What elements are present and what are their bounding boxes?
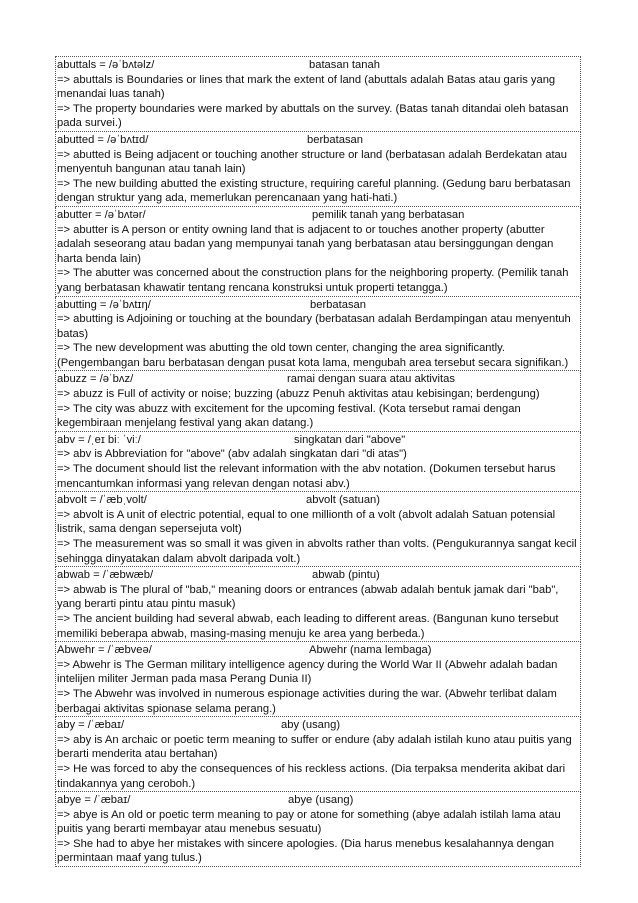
- entry-gloss: batasan tanah: [309, 59, 380, 71]
- entry-gloss: singkatan dari "above": [294, 433, 406, 446]
- entry-example: => The property boundaries were marked by abuttals on the survey. (Batas tanah ditandai oleh batasan pada survei.): [57, 102, 569, 130]
- entry-term: Abwehr = /ˈæbveə/: [57, 644, 152, 657]
- entry-example: => The city was abuzz with excitement for the upcoming festival. (Kota tersebut ramai dengan kegembiraan menjelang festival yang akan datang.): [57, 402, 521, 430]
- entry-abvolt: [55, 492, 581, 567]
- entry-abutted: [55, 132, 581, 207]
- entry-term: abv = /ˌeɪ biː ˈviː/: [57, 433, 141, 446]
- entry-abutter: [55, 207, 581, 297]
- entry-head: [57, 568, 579, 583]
- entry-abye: [55, 792, 581, 867]
- entry-example: => The abutter was concerned about the construction plans for the neighboring property. (Pemilik tanah yang berbatasan khawatir tentang rencana konstruksi untuk properti tetangga.): [57, 267, 569, 294]
- entry-term: abuzz = /əˈbʌz/: [57, 373, 134, 386]
- entry-term: abuttals = /əˈbʌtəlz/: [57, 59, 155, 71]
- entry-term: abwab = /ˈæbwæb/: [57, 569, 154, 582]
- entry-definition: => abuttals is Boundaries or lines that mark the extent of land (abuttals adalah Batas atau garis yang menandai luas tanah): [57, 73, 556, 101]
- entry-abutting: [55, 297, 581, 372]
- entry-gloss: abye (usang): [288, 794, 354, 807]
- entry-head: [57, 133, 579, 148]
- entry-example: => He was forced to aby the consequences of his reckless actions. (Dia terpaksa menderita akibat dari tindakannya yang ceroboh.): [57, 762, 566, 790]
- entry-example: => The new development was abutting the old town center, changing the area significantly. (Pengembangan baru berbatasan dengan pusat kota lama, mengubah area tersebut secara signifikan.): [57, 342, 569, 369]
- entry-example: => The measurement was so small it was given in abvolts rather than volts. (Pengukurannya sangat kecil sehingga dinyatakan dalam abvolt daripada volt.): [57, 538, 577, 565]
- entry-head: [57, 58, 579, 73]
- entry-gloss: ramai dengan suara atau aktivitas: [287, 373, 455, 386]
- entry-term: aby = /ˈæbaɪ/: [57, 719, 125, 732]
- entry-gloss: berbatasan: [307, 133, 363, 146]
- entry-gloss: Abwehr (nama lembaga): [309, 644, 432, 657]
- entry-definition: => abvolt is A unit of electric potential, equal to one millionth of a volt (abvolt adalah Satuan potensial listrik, sama dengan sepersejuta volt): [57, 508, 556, 536]
- entry-head: [57, 433, 579, 448]
- entry-gloss: abvolt (satuan): [306, 494, 381, 507]
- entry-head: [57, 208, 579, 223]
- entry-term: abutted = /əˈbʌtɪd/: [57, 133, 149, 146]
- entry-gloss: pemilik tanah yang berbatasan: [312, 208, 465, 221]
- entry-abuttals: [55, 56, 581, 132]
- entry-head: [57, 298, 579, 313]
- entry-example: => She had to abye her mistakes with sincere apologies. (Dia harus menebus kesalahannya dengan permintaan maaf yang tulus.): [57, 837, 554, 865]
- entry-abv: [55, 432, 581, 492]
- entry-gloss: berbatasan: [310, 298, 366, 311]
- entry-abwab: [55, 567, 581, 642]
- entry-abuzz: [55, 371, 581, 431]
- entry-example: => The new building abutted the existing structure, requiring careful planning. (Gedung baru berbatasan dengan struktur yang ada, memerlukan perencanaan yang hati-hati.): [57, 177, 571, 205]
- entry-head: [57, 718, 579, 733]
- entry-gloss: abwab (pintu): [312, 569, 380, 582]
- entry-aby: [55, 717, 581, 792]
- entry-abwehr: [55, 642, 581, 717]
- entry-head: [57, 643, 579, 658]
- entry-head: [57, 493, 579, 508]
- entry-term: abutter = /əˈbʌtər/: [57, 208, 146, 221]
- entry-definition: => abuzz is Full of activity or noise; buzzing (abuzz Penuh aktivitas atau kebisingan; berdengung): [57, 388, 540, 401]
- entry-definition: => aby is An archaic or poetic term meaning to suffer or endure (aby adalah istilah kuno atau puitis yang berarti menderita atau bertahan): [57, 733, 572, 761]
- entry-example: => The ancient building had several abwab, each leading to different areas. (Bangunan kuno tersebut memiliki beberapa abwab, masing-masing menuju ke area yang berbeda.): [57, 612, 559, 640]
- entry-example: => The document should list the relevant information with the abv notation. (Dokumen tersebut harus mencantumkan informasi yang relevan dengan notasi abv.): [57, 463, 556, 490]
- entry-head: [57, 372, 579, 387]
- dictionary-entries: [55, 56, 581, 867]
- entry-example: => The Abwehr was involved in numerous espionage activities during the war. (Abwehr terlibat dalam berbagai aktivitas spionase selama perang.): [57, 687, 557, 715]
- entry-definition: => abye is An old or poetic term meaning to pay or atone for something (abye adalah istilah lama atau puitis yang berarti membayar atau menebus sesuatu): [57, 808, 561, 836]
- entry-head: [57, 793, 579, 808]
- entry-definition: => Abwehr is The German military intelligence agency during the World War II (Abwehr adalah badan intelijen militer Jerman pada masa Perang Dunia II): [57, 658, 558, 686]
- entry-definition: => abutter is A person or entity owning land that is adjacent to or touches another property (abutter adalah seseorang atau badan yang mempunyai tanah yang berbatasan atau bersinggungan dengan harta benda lain): [57, 223, 554, 265]
- entry-gloss: aby (usang): [281, 719, 341, 732]
- entry-definition: => abutted is Being adjacent or touching another structure or land (berbatasan adalah Berdekatan atau menyentuh bangunan atau tanah lain): [57, 148, 568, 176]
- entry-definition: => abutting is Adjoining or touching at the boundary (berbatasan adalah Berdampingan atau menyentuh batas): [57, 313, 571, 340]
- entry-term: abye = /ˈæbaɪ/: [57, 794, 131, 807]
- entry-term: abvolt = /ˈæbˌvolt/: [57, 494, 147, 507]
- entry-definition: => abv is Abbreviation for "above" (abv adalah singkatan dari "di atas"): [57, 448, 407, 461]
- entry-term: abutting = /əˈbʌtɪŋ/: [57, 298, 151, 311]
- entry-definition: => abwab is The plural of "bab," meaning doors or entrances (abwab adalah bentuk jamak dari "bab", yang berarti pintu atau pintu masuk): [57, 583, 559, 611]
